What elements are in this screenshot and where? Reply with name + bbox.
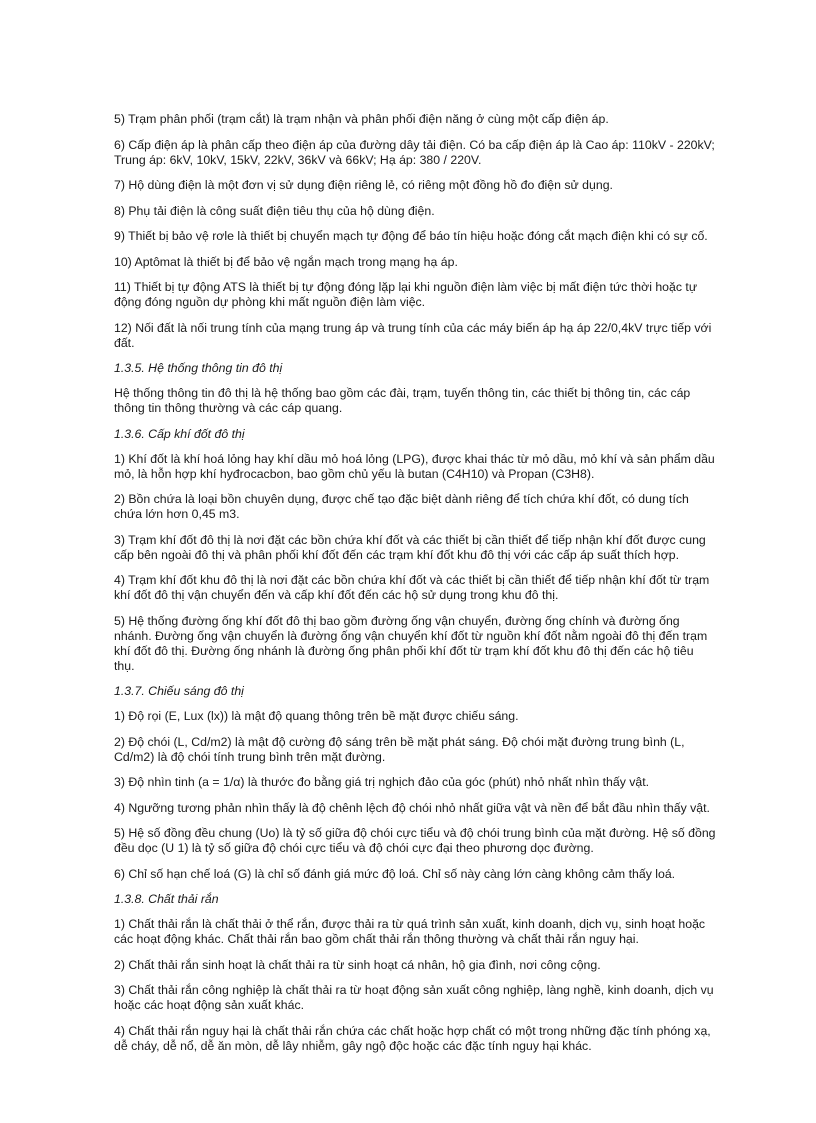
paragraph: 1) Khí đốt là khí hoá lỏng hay khí dầu mỏ hoá lỏng (LPG), được khai thác từ mỏ dầu, mỏ khí và sản phẩm dầu mỏ, là hỗn hợp khí hyđrocacbon, bao gồm chủ yếu là butan (C4H10) và Propan (C3H8). — [114, 451, 715, 481]
paragraph: 3) Độ nhìn tinh (a = 1/α) là thước đo bằng giá trị nghịch đảo của góc (phút) nhỏ nhất nhìn thấy vật. — [114, 775, 650, 789]
paragraph: 6) Cấp điện áp là phân cấp theo điện áp của đường dây tải điện. Có ba cấp điện áp là Cao áp: 110kV - 220kV; Trung áp: 6kV, 10kV, 15kV, 22kV, 36kV và 66kV; Hạ áp: 380 / 220V. — [114, 137, 715, 167]
section-heading: 1.3.5. Hệ thống thông tin đô thị — [114, 361, 283, 375]
paragraph: 11) Thiết bị tự động ATS là thiết bị tự động đóng lặp lại khi nguồn điện làm việc bị mất điện tức thời hoặc tự động đóng nguồn dự phòng khi mất nguồn điện làm việc. — [114, 280, 698, 309]
paragraph: 7) Hộ dùng điện là một đơn vị sử dụng điện riêng lẻ, có riêng một đồng hồ đo điện sử dụng. — [114, 178, 613, 192]
paragraph: 1) Chất thải rắn là chất thải ở thể rắn, được thải ra từ quá trình sản xuất, kinh doanh, dịch vụ, sinh hoạt hoặc các hoạt động khác. Chất thải rắn bao gồm chất thải rắn thông thường và chất thải rắn nguy hại. — [114, 917, 706, 946]
paragraph: 1) Độ rọi (E, Lux (lx)) là mật độ quang thông trên bề mặt được chiếu sáng. — [114, 709, 519, 723]
document-body — [114, 112, 716, 1064]
section-heading: 1.3.7. Chiếu sáng đô thị — [114, 684, 244, 698]
paragraph: 4) Chất thải rắn nguy hại là chất thải rắn chứa các chất hoặc hợp chất có một trong những đặc tính phóng xạ, dễ cháy, dễ nổ, dễ ăn mòn, dễ lây nhiễm, gây ngộ độc hoặc các đặc tính nguy hại khác. — [114, 1023, 711, 1053]
paragraph: 12) Nối đất là nối trung tính của mạng trung áp và trung tính của các máy biến áp hạ áp 22/0,4kV trực tiếp với đất. — [114, 320, 712, 350]
paragraph: 10) Aptômat là thiết bị để bảo vệ ngắn mạch trong mạng hạ áp. — [114, 254, 458, 269]
paragraph: 5) Hệ thống đường ống khí đốt đô thị bao gồm đường ống vận chuyển, đường ống chính và đường ống nhánh. Đường ống vận chuyển là đường ống vận chuyển khí đốt từ nguồn khí đốt nằm ngoài đô thị đến trạm khí đốt đô thị. Đường ống nhánh là đường ống phân phối khí đốt từ trạm khí đốt khu đô thị đến các hộ tiêu thụ. — [114, 613, 708, 673]
paragraph: 2) Chất thải rắn sinh hoạt là chất thải ra từ sinh hoạt cá nhân, hộ gia đình, nơi công cộng. — [114, 957, 601, 972]
paragraph: 2) Bồn chứa là loại bồn chuyên dụng, được chế tạo đặc biệt dành riêng để tích chứa khí đốt, có dung tích chứa lớn hơn 0,45 m3. — [114, 492, 689, 521]
section-heading: 1.3.8. Chất thải rắn — [114, 892, 219, 906]
paragraph: 6) Chỉ số hạn chế loá (G) là chỉ số đánh giá mức độ loá. Chỉ số này càng lớn càng không cảm thấy loá. — [114, 866, 676, 881]
paragraph: 8) Phụ tải điện là công suất điện tiêu thụ của hộ dùng điện. — [114, 203, 435, 218]
section-heading: 1.3.6. Cấp khí đốt đô thị — [114, 426, 245, 441]
paragraph: 4) Ngưỡng tương phản nhìn thấy là độ chênh lệch độ chói nhỏ nhất giữa vật và nền để bắt đầu nhìn thấy vật. — [114, 800, 710, 815]
paragraph: Hệ thống thông tin đô thị là hệ thống bao gồm các đài, trạm, tuyến thông tin, các thiết bị thông tin, các cáp thông tin thông thường và các cáp quang. — [114, 386, 691, 415]
paragraph: 2) Độ chói (L, Cd/m2) là mật độ cường độ sáng trên bề mặt phát sáng. Độ chói mặt đường trung bình (L, Cd/m2) là độ chói tính trung bình trên mặt đường. — [114, 734, 685, 764]
paragraph: 4) Trạm khí đốt khu đô thị là nơi đặt các bồn chứa khí đốt và các thiết bị cần thiết để tiếp nhận khí đốt từ trạm khí đốt đô thị vận chuyển đến và cấp khí đốt đến các hộ sử dụng trong khu đô thị. — [114, 573, 710, 602]
paragraph: 3) Trạm khí đốt đô thị là nơi đặt các bồn chứa khí đốt và các thiết bị cần thiết để tiếp nhận khí đốt được cung cấp bên ngoài đô thị và phân phối khí đốt đến các trạm khí đốt khu đô thị với các cấp áp suất thích hợp. — [114, 532, 706, 562]
paragraph: 5) Hệ số đồng đều chung (Uo) là tỷ số giữa độ chói cực tiểu và độ chói trung bình của mặt đường. Hệ số đồng đều dọc (U 1) là tỷ số giữa độ chói cực tiểu và độ chói cực đại theo phương dọc đường. — [114, 826, 716, 855]
paragraph: 3) Chất thải rắn công nghiệp là chất thải ra từ hoạt động sản xuất công nghiệp, làng nghề, kinh doanh, dịch vụ hoặc các hoạt động sản xuất khác. — [114, 983, 714, 1012]
paragraph: 9) Thiết bị bảo vệ rơle là thiết bị chuyển mạch tự động để báo tín hiệu hoặc đóng cắt mạch điện khi có sự cố. — [114, 229, 708, 243]
paragraph: 5) Trạm phân phối (trạm cắt) là trạm nhận và phân phối điện năng ở cùng một cấp điện áp. — [114, 112, 609, 126]
